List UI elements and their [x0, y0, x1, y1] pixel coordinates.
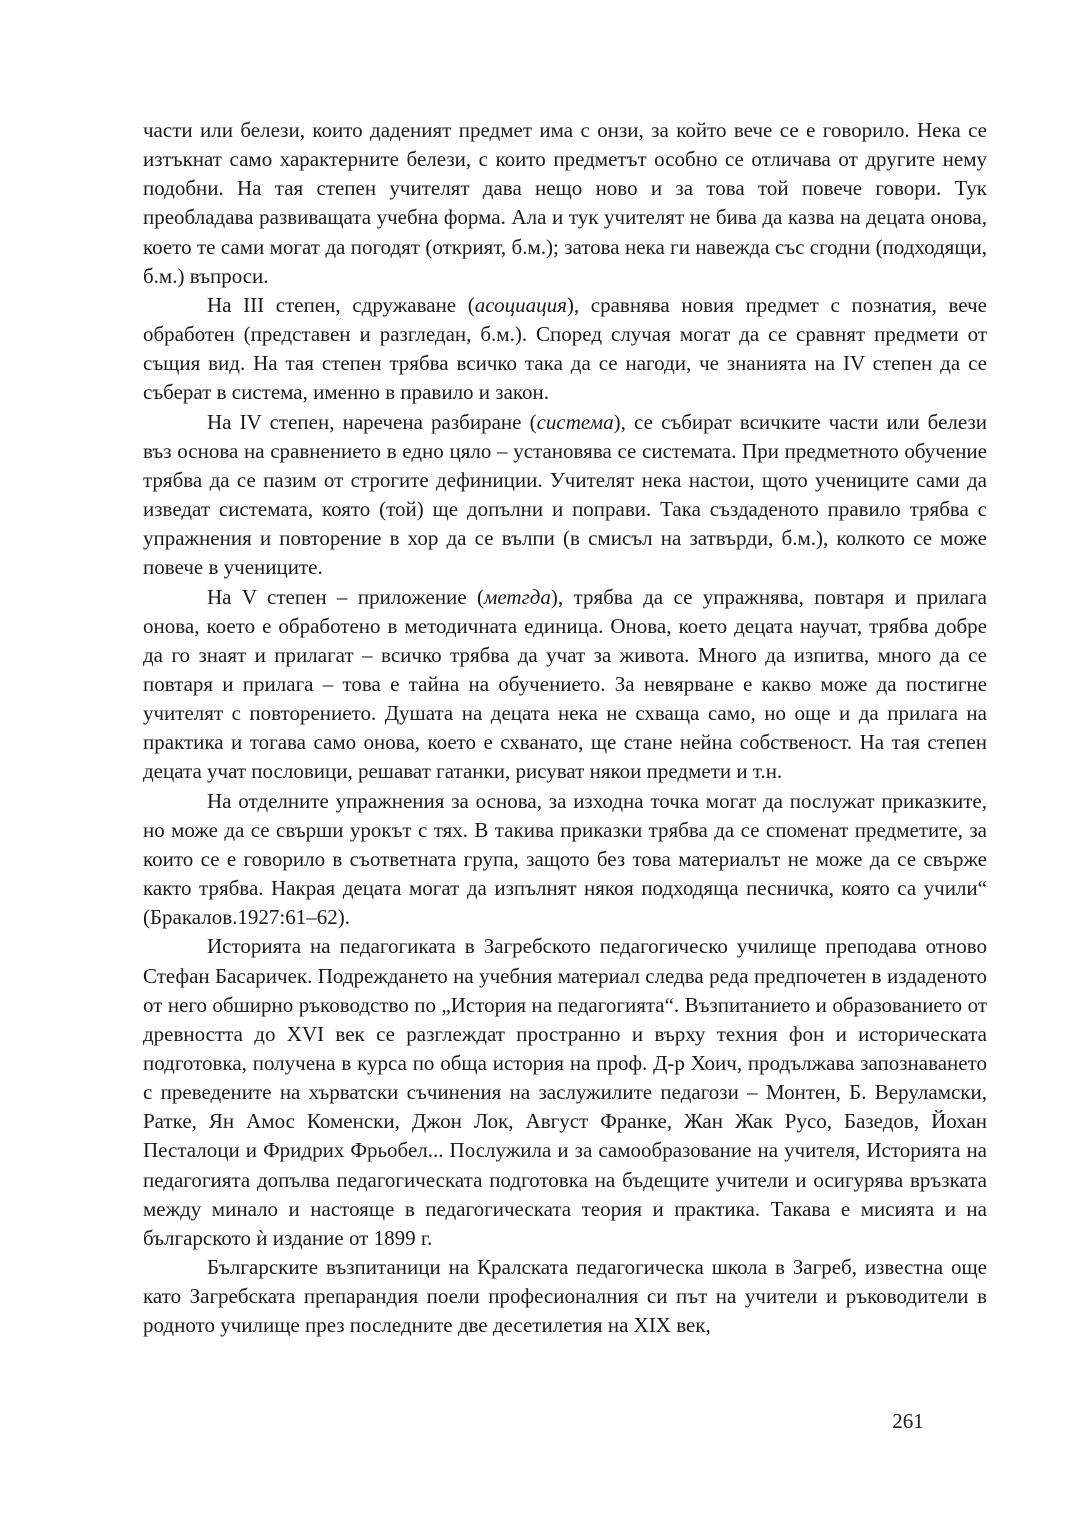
text-segment: части или белези, които даденият предмет има с онзи, за който вече се е говорило. Нека се изтъкнат само характерните белези, с които предметът особно се отличава от другите нему подобни. На тая степен учителят дава нещо ново и за това той повече говори. Тук преобладава развиващата учебна форма. Ала и тук учителят не бива да казва на децата онова, което те сами могат да погодят (открият, б.м.); затова нека ги навежда със сгодни (подходящи, б.м.) въпроси.: [143, 118, 987, 288]
paragraph: [143, 583, 987, 787]
text-segment: На отделните упражнения за основа, за изходна точка могат да послужат приказките, но може да се свърши урокът с тях. В такива приказки трябва да се споменат предметите, за които се е говорило в съответната група, защото без това материалът не може да се свърже както трябва. Накрая децата могат да изпълнят някоя подходяща песничка, която са учили“ (Бракалов.1927:61–62).: [143, 788, 987, 930]
text-segment: Историята на педагогиката в Загребското педагогическо училище преподава отново Стефан Басаричек. Подреждането на учебния материал следва реда предпочетен в издаденото от него обширно ръководство по „История на педагогията“. Възпитанието и образованието от древността до XVI век се разглеждат пространно и върху техния фон и историческата подготовка, получена в курса по обща история на проф. Д-р Хоич, продължава запознаването с преведените на хърватски съчинения на заслужилите педагози – Монтен, Б. Веруламски, Ратке, Ян Амос Коменски, Джон Лок, Август Франке, Жан Жак Русо, Базедов, Йохан Песталоци и Фридрих Фрьобел... Послужила и за самообразование на учителя, Историята на педагогията допълва педагогическата подготовка на бъдещите учители и осигурява връзката между минало и настояще в педагогическата теория и практика. Такава е мисията и на българското ѝ издание от 1899 г.: [143, 934, 987, 1250]
paragraph: [143, 408, 987, 583]
page-number: 261: [892, 1409, 924, 1433]
text-segment: На V степен – приложение (: [207, 584, 484, 609]
text-segment: На III степен, сдружаване (: [207, 292, 475, 317]
text-segment: ), трябва да се упражнява, повтаря и прилага онова, което е обработено в методичната единица. Онова, което децата научат, трябва добре да го знаят и прилагат – всичко трябва да учат за живота. Много да изпитва, много да се повтаря и прилага – това е тайна на обучението. За невярване е какво може да постигне учителят с повторението. Душата на децата нека не схваща само, но още и да прилага на практика и тогава само онова, което е схванато, ще стане нейна собственост. На тая степен децата учат пословици, решават гатанки, рисуват някои предмети и т.н.: [143, 584, 987, 784]
paragraph: [143, 291, 987, 408]
page-body: [143, 116, 987, 1341]
text-segment: Българските възпитаници на Кралската педагогическа школа в Загреб, известна още като Загребската препарандия поели професионалния си път на учители и ръководители в родното училище през последните две десетилетия на XIX век,: [143, 1255, 987, 1338]
paragraph: [143, 787, 987, 933]
text-segment: ), се събират всичките части или белези въз основа на сравнението в едно цяло – установява се системата. При предметното обучение трябва да се пазим от строгите дефиниции. Учителят нека настои, щото учениците сами да изведат системата, която (той) ще допълни и поправи. Така създаденото правило трябва с упражнения и повторение в хор да се вълпи (в смисъл на затвърди, б.м.), колкото се може повече в учениците.: [143, 409, 987, 580]
paragraph: [143, 1253, 987, 1340]
paragraph: [143, 932, 987, 1253]
italic-term: метгда: [483, 584, 551, 609]
italic-term: асоциация: [474, 292, 567, 317]
italic-term: система: [536, 409, 614, 434]
text-segment: На IV степен, наречена разбиране (: [207, 409, 537, 434]
paragraph: [143, 116, 987, 291]
text-segment: ), сравнява новия предмет с познатия, вече обработен (представен и разгледан, б.м.). Според случая могат да се сравнят предмети от същия вид. На тая степен трябва всичко така да се нагоди, че знанията на IV степен да се съберат в система, именно в правило и закон.: [143, 292, 987, 405]
